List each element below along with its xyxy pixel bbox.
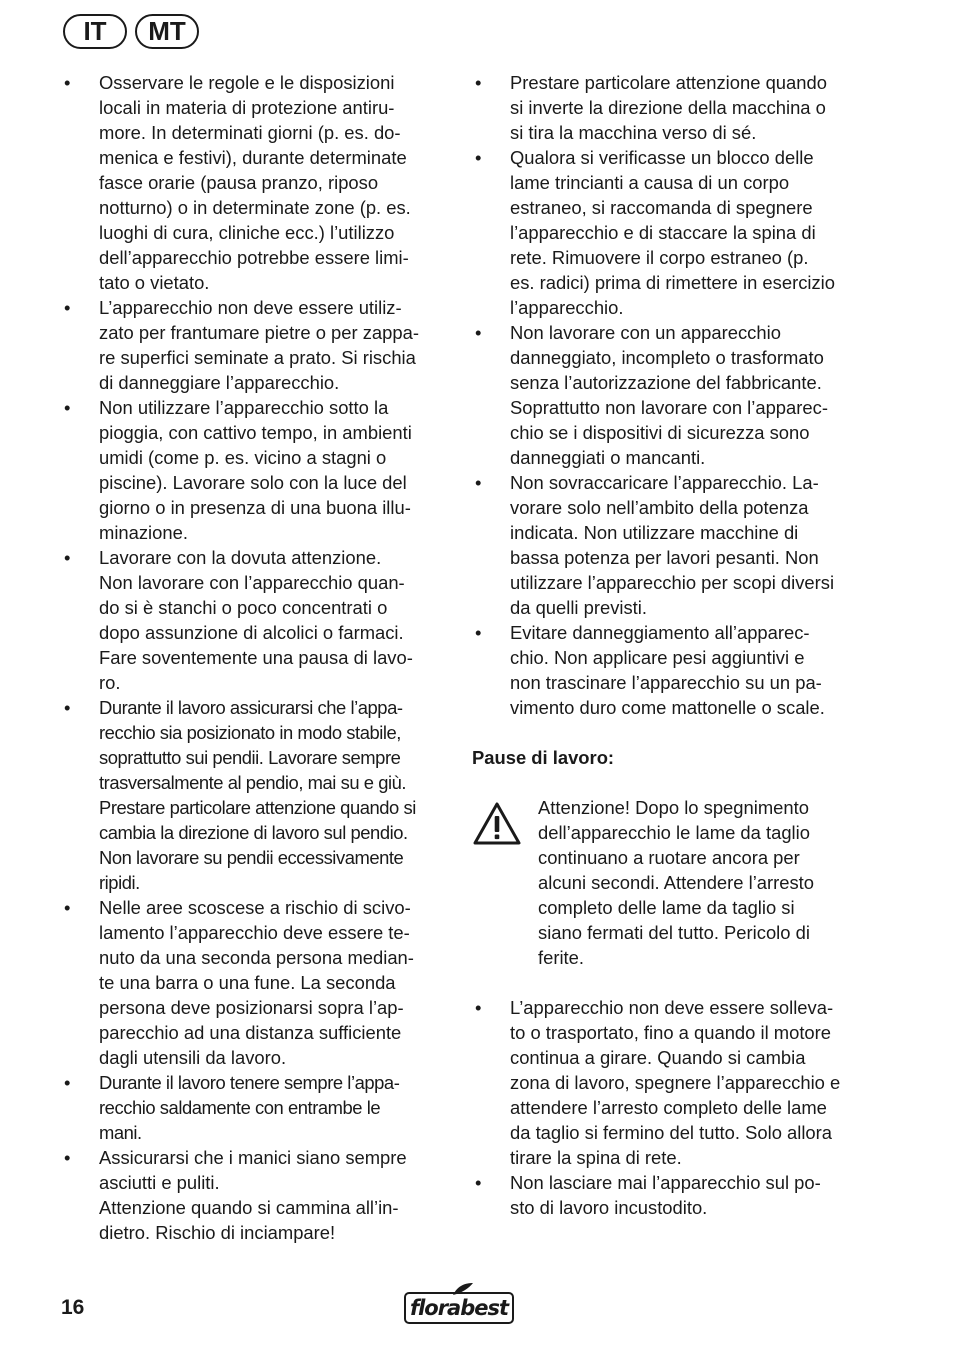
text-line: Non lavorare su pendii eccessivamente: [99, 847, 404, 868]
bullet-marker: •: [475, 322, 482, 343]
warning-text: [538, 795, 864, 970]
bullet-marker: •: [64, 697, 70, 718]
list-item: [61, 695, 456, 895]
text-line: completo delle lame da taglio si: [538, 897, 795, 918]
text-line: pioggia, con cattivo tempo, in ambienti: [99, 422, 412, 443]
list-item: [472, 620, 864, 720]
text-line: trasversalmente al pendio, mai su e giù.: [99, 772, 407, 793]
language-badge-mt: MT: [135, 14, 199, 49]
text-line: siano fermati del tutto. Pericolo di: [538, 922, 810, 943]
text-line: Evitare danneggiamento all’apparec-: [510, 622, 810, 643]
text-line: nuto da una seconda persona median-: [99, 947, 414, 968]
text-line: vorare solo nell’ambito della potenza: [510, 497, 809, 518]
text-line: tato o vietato.: [99, 272, 210, 293]
text-line: dagli utensili da lavoro.: [99, 1047, 287, 1068]
text-line: luoghi di cura, cliniche ecc.) l’utilizzo: [99, 222, 395, 243]
text-line: Non sovraccaricare l’apparecchio. La-: [510, 472, 819, 493]
bullet-marker: •: [64, 1147, 71, 1168]
list-item: [61, 70, 456, 295]
text-line: Soprattutto non lavorare con l’apparec-: [510, 397, 828, 418]
warning-triangle-icon: [472, 795, 538, 970]
text-line: si tira la macchina verso di sé.: [510, 122, 757, 143]
list-item: [472, 320, 864, 470]
text-line: sto di lavoro incustodito.: [510, 1197, 708, 1218]
text-line: ripidi.: [99, 872, 140, 893]
text-line: di danneggiare l’apparecchio.: [99, 372, 340, 393]
text-line: Lavorare con la dovuta attenzione.: [99, 547, 382, 568]
bullet-marker: •: [64, 547, 71, 568]
text-line: chio. Non applicare pesi aggiuntivi e: [510, 647, 805, 668]
text-line: fasce orarie (pausa pranzo, riposo: [99, 172, 379, 193]
bullet-marker: •: [64, 72, 71, 93]
text-line: persona deve posizionarsi sopra l’ap-: [99, 997, 404, 1018]
text-line: dell’apparecchio potrebbe essere limi-: [99, 247, 409, 268]
bullet-marker: •: [64, 897, 71, 918]
text-line: do si è stanchi o poco concentrati o: [99, 597, 388, 618]
text-line: Qualora si verificasse un blocco delle: [510, 147, 814, 168]
text-line: minazione.: [99, 522, 188, 543]
text-line: l’apparecchio.: [510, 297, 624, 318]
text-line: parecchio ad una distanza sufficiente: [99, 1022, 402, 1043]
text-line: zona di lavoro, spegnere l’apparecchio e: [510, 1072, 841, 1093]
list-item: [61, 1070, 456, 1145]
bullet-marker: •: [475, 472, 482, 493]
text-line: piscine). Lavorare solo con la luce del: [99, 472, 407, 493]
text-line: Attenzione! Dopo lo spegnimento: [538, 797, 809, 818]
text-line: to o trasportato, fino a quando il motore: [510, 1022, 832, 1043]
text-line: asciutti e puliti.: [99, 1172, 220, 1193]
list-item: [472, 995, 864, 1170]
text-line: re superfici seminate a prato. Si rischia: [99, 347, 416, 368]
text-line: te una barra o una fune. La seconda: [99, 972, 396, 993]
text-line: danneggiati o mancanti.: [510, 447, 706, 468]
list-item: [61, 545, 456, 695]
text-line: Prestare particolare attenzione quando: [510, 72, 827, 93]
text-line: umidi (come p. es. vicino a stagni o: [99, 447, 387, 468]
bullet-marker: •: [64, 297, 71, 318]
text-line: indicata. Non utilizzare macchine di: [510, 522, 799, 543]
brand-name: florabest: [404, 1292, 514, 1324]
list-item: [61, 1145, 456, 1245]
text-line: Osservare le regole e le disposizioni: [99, 72, 395, 93]
text-line: attendere l’arresto completo delle lame: [510, 1097, 827, 1118]
text-line: L’apparecchio non deve essere utiliz-: [99, 297, 402, 318]
language-badge-it: IT: [63, 14, 127, 49]
page-number: 16: [61, 1296, 85, 1319]
bullet-marker: •: [475, 1172, 482, 1193]
text-line: si inverte la direzione della macchina o: [510, 97, 826, 118]
text-line: Fare soventemente una pausa di lavo-: [99, 647, 413, 668]
text-line: lamento l’apparecchio deve essere te-: [99, 922, 410, 943]
text-line: Nelle aree scoscese a rischio di scivo-: [99, 897, 411, 918]
text-line: rete. Rimuovere il corpo estraneo (p.: [510, 247, 809, 268]
text-line: dietro. Rischio di inciampare!: [99, 1222, 336, 1243]
list-item: [472, 470, 864, 620]
text-line: Durante il lavoro tenere sempre l’appa-: [99, 1072, 400, 1093]
text-line: recchio sia posizionato in modo stabile,: [99, 722, 401, 743]
list-item: [61, 295, 456, 395]
text-line: L’apparecchio non deve essere solleva-: [510, 997, 834, 1018]
bullet-marker: •: [64, 1072, 70, 1093]
text-line: vimento duro come mattonelle o scale.: [510, 697, 825, 718]
list-item: [61, 395, 456, 545]
right-bullet-list: [472, 70, 864, 720]
list-item: [472, 145, 864, 320]
left-column: [61, 70, 456, 1245]
bullet-marker: •: [475, 622, 482, 643]
text-line: utilizzare l’apparecchio per scopi diversi: [510, 572, 835, 593]
list-item: [472, 70, 864, 145]
text-line: dopo assunzione di alcolici o farmaci.: [99, 622, 404, 643]
bullet-marker: •: [475, 997, 482, 1018]
text-line: danneggiato, incompleto o trasformato: [510, 347, 824, 368]
text-line: giorno o in presenza di una buona illu-: [99, 497, 411, 518]
bullet-marker: •: [475, 147, 482, 168]
text-line: chio se i dispositivi di sicurezza sono: [510, 422, 810, 443]
text-line: Non lasciare mai l’apparecchio sul po-: [510, 1172, 821, 1193]
section-heading: Pause di lavoro:: [472, 747, 615, 768]
text-line: Non lavorare con un apparecchio: [510, 322, 781, 343]
text-line: Prestare particolare attenzione quando si: [99, 797, 416, 818]
text-line: l’apparecchio e di staccare la spina di: [510, 222, 816, 243]
text-line: estraneo, si raccomanda di spegnere: [510, 197, 813, 218]
text-line: ferite.: [538, 947, 584, 968]
text-line: zato per frantumare pietre o per zappa-: [99, 322, 419, 343]
text-line: es. radici) prima di rimettere in esercizio: [510, 272, 835, 293]
bullet-marker: •: [64, 397, 71, 418]
text-line: Assicurarsi che i manici siano sempre: [99, 1147, 407, 1168]
text-line: Durante il lavoro assicurarsi che l’appa-: [99, 697, 403, 718]
right-bullet-list-after: [472, 995, 864, 1220]
text-line: tirare la spina di rete.: [510, 1147, 682, 1168]
bullet-marker: •: [475, 72, 482, 93]
text-line: Attenzione quando si cammina all’in-: [99, 1197, 399, 1218]
language-badges: [63, 14, 199, 49]
list-item: [472, 1170, 864, 1220]
text-line: locali in materia di protezione antiru-: [99, 97, 395, 118]
text-line: soprattutto sui pendii. Lavorare sempre: [99, 747, 401, 768]
text-line: continuano a ruotare ancora per: [538, 847, 800, 868]
text-line: alcuni secondi. Attendere l’arresto: [538, 872, 815, 893]
text-line: ro.: [99, 672, 121, 693]
text-line: lame trincianti a causa di un corpo: [510, 172, 790, 193]
text-line: da taglio si fermino del tutto. Solo allora: [510, 1122, 833, 1143]
text-line: Non lavorare con l’apparecchio quan-: [99, 572, 405, 593]
text-line: continua a girare. Quando si cambia: [510, 1047, 806, 1068]
text-line: da quelli previsti.: [510, 597, 647, 618]
text-line: cambia la direzione di lavoro sul pendio.: [99, 822, 408, 843]
text-line: senza l’autorizzazione del fabbricante.: [510, 372, 822, 393]
warning-note: [472, 795, 864, 970]
text-line: recchio saldamente con entrambe le: [99, 1097, 381, 1118]
florabest-logo: [404, 1284, 518, 1326]
text-line: menica e festivi), durante determinate: [99, 147, 407, 168]
left-bullet-list: [61, 70, 456, 1245]
text-line: bassa potenza per lavori pesanti. Non: [510, 547, 819, 568]
text-line: dell’apparecchio le lame da taglio: [538, 822, 810, 843]
text-line: notturno) o in determinate zone (p. es.: [99, 197, 411, 218]
list-item: [61, 895, 456, 1070]
text-line: mani.: [99, 1122, 142, 1143]
text-line: Non utilizzare l’apparecchio sotto la: [99, 397, 389, 418]
text-line: non trascinare l’apparecchio su un pa-: [510, 672, 822, 693]
right-column: [472, 70, 864, 1220]
text-line: more. In determinati giorni (p. es. do-: [99, 122, 401, 143]
